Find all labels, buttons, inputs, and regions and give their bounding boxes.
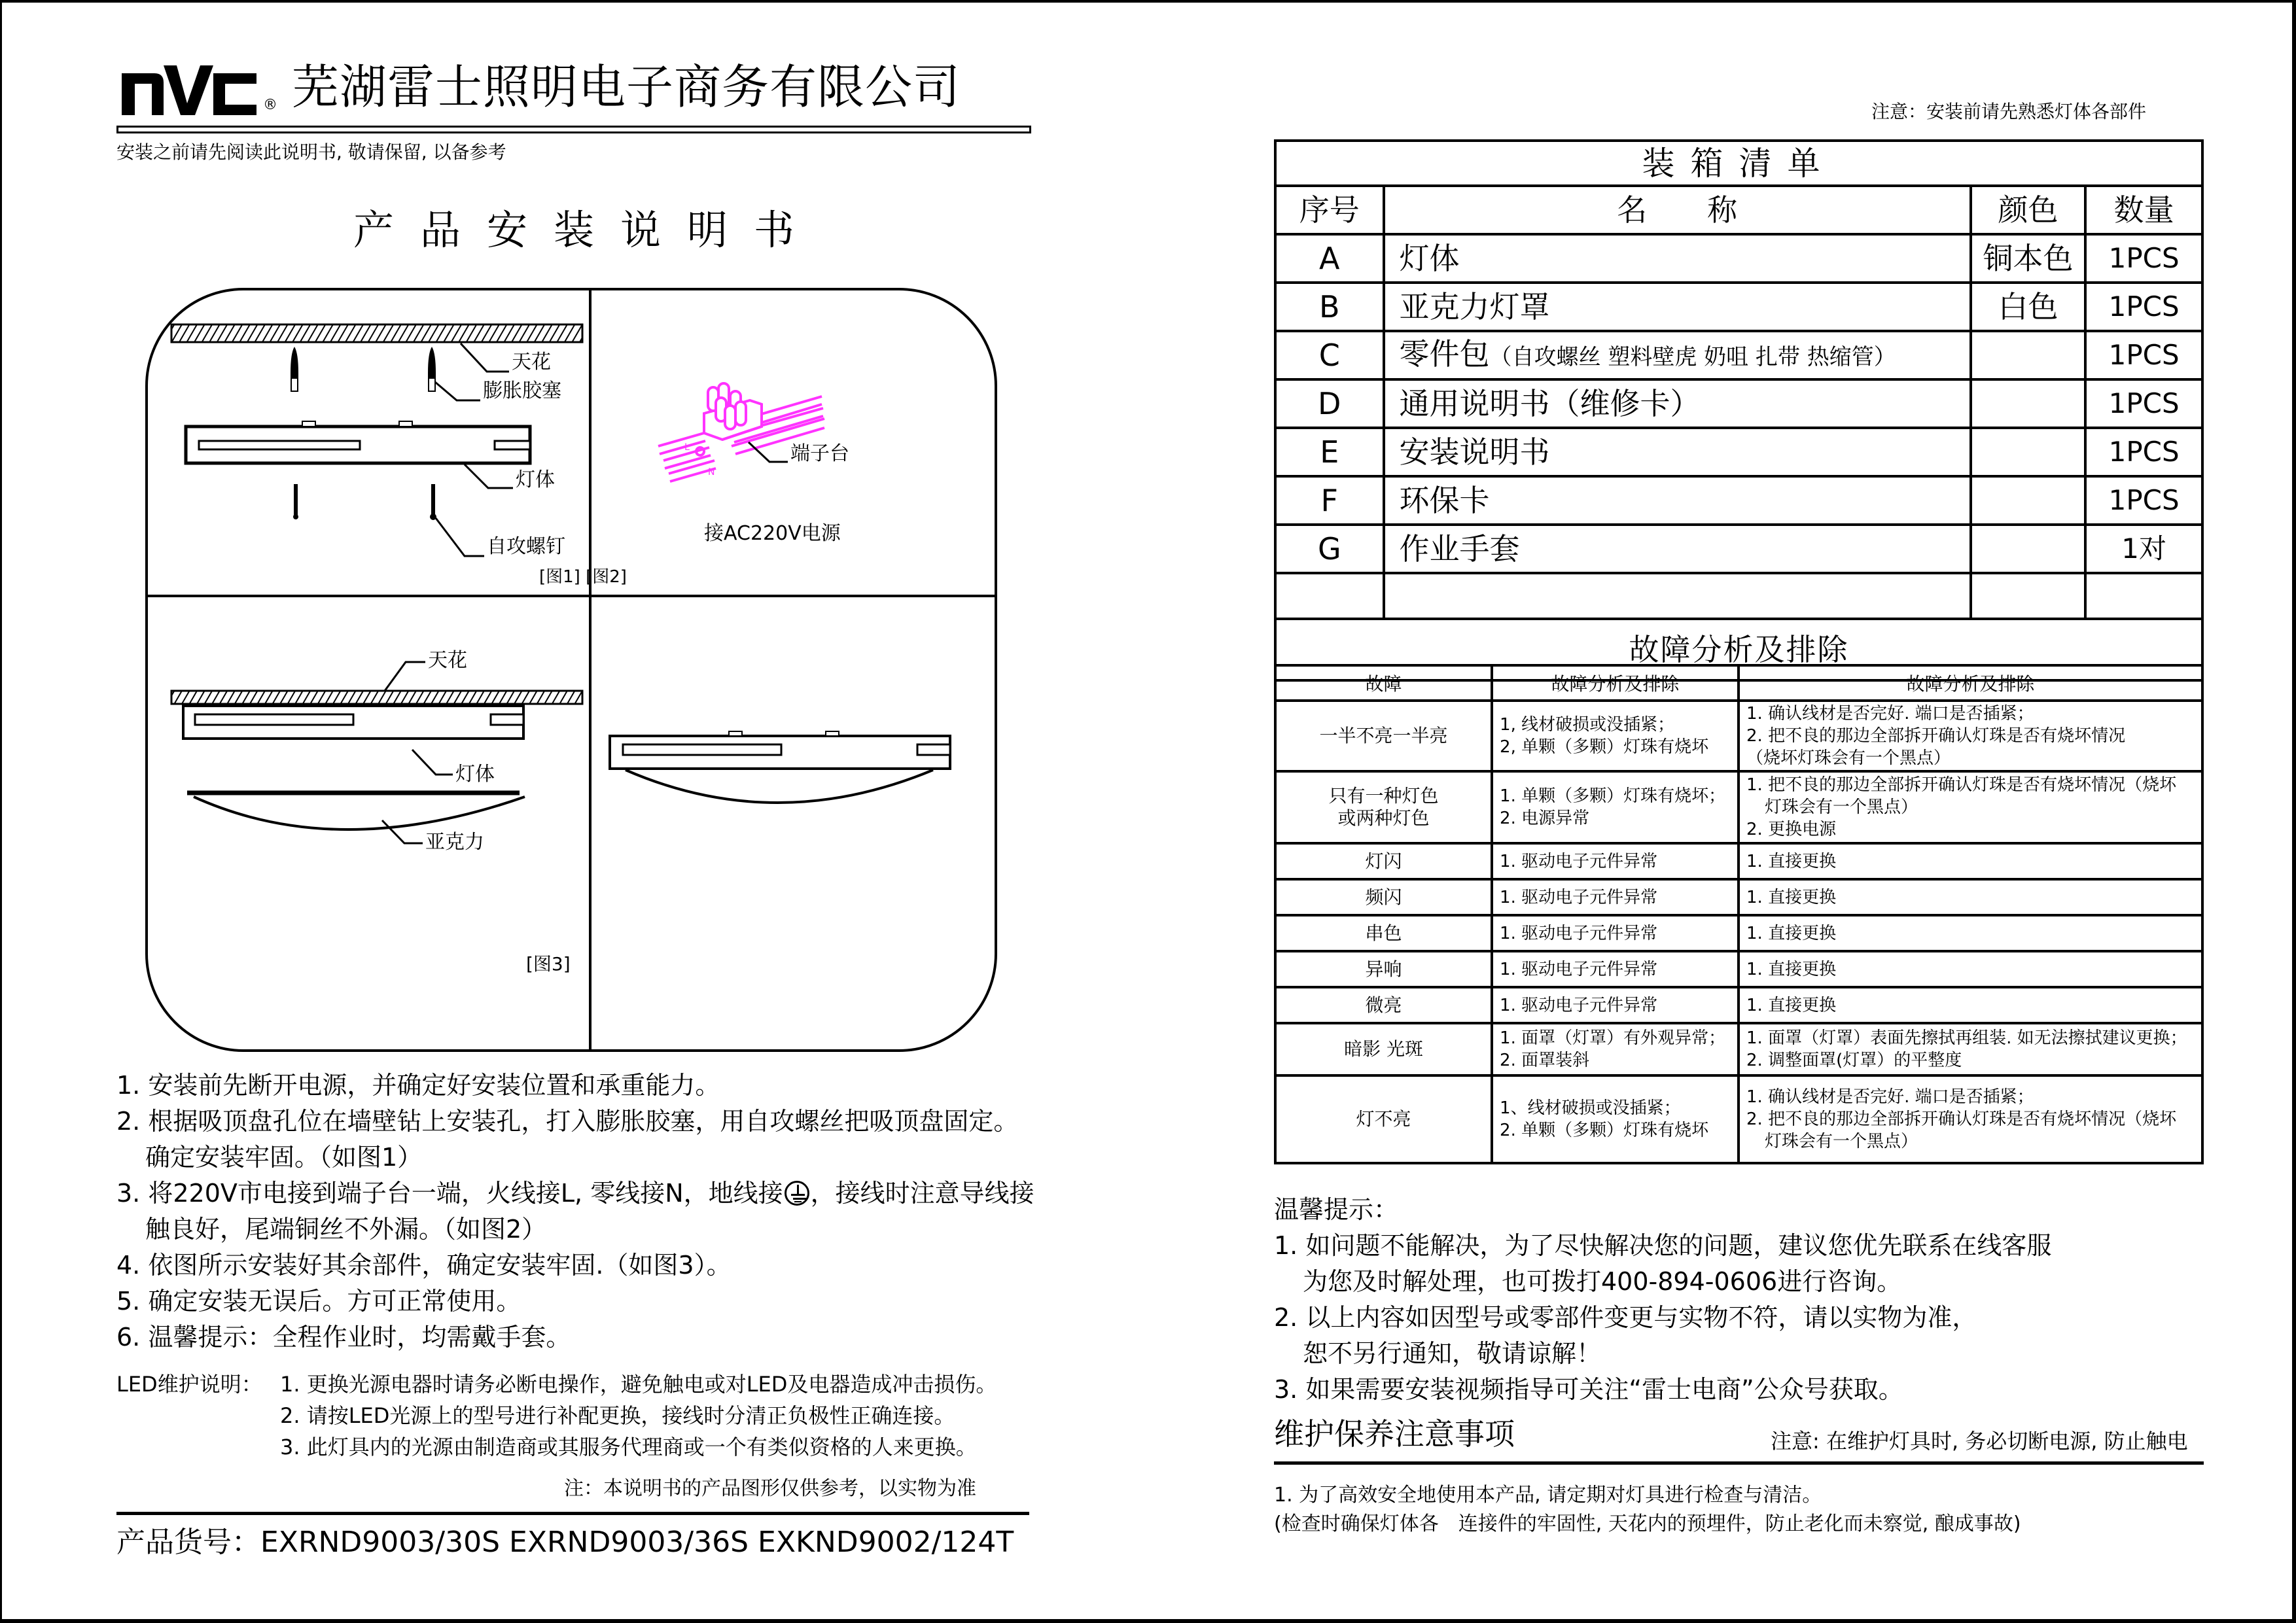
- model-numbers: 产品货号：EXRND9003/30S EXRND9003/36S EXKND9002/124T: [116, 1526, 1014, 1559]
- tip-1: 1. 如问题不能解决，为了尽快解决您的问题，建议您优先联系在线客服: [1274, 1231, 2052, 1260]
- row-no: G: [1275, 525, 1384, 573]
- row-name: 灯体: [1399, 241, 1460, 276]
- step-3-post: ，接线时注意导线接: [810, 1179, 1034, 1208]
- cause-line: 1、线材破损或没插紧；: [1500, 1098, 1681, 1118]
- fault-name: 暗影 光斑: [1275, 1023, 1492, 1075]
- fault-name: 异响: [1275, 951, 1492, 987]
- installation-diagrams: [145, 288, 997, 1052]
- company-name: 芜湖雷士照明电子商务有限公司: [292, 60, 961, 114]
- row-sub: （自攻螺丝 塑料壁虎 奶咀 扎带 热缩管）: [1489, 343, 1896, 370]
- maintenance-line-2: (检查时确保灯体各 连接件的牢固性, 天花内的预埋件，防止老化而未察觉, 酿成事故): [1274, 1512, 2021, 1535]
- row-qty: 1PCS: [2085, 331, 2202, 379]
- row-qty: 1PCS: [2085, 283, 2202, 331]
- registered-mark: ®: [263, 97, 277, 113]
- fix-line: 1. 直接更换: [1739, 951, 2202, 987]
- fix-header: 故障分析及排除: [1739, 665, 2202, 701]
- nvc-logo: [122, 64, 264, 116]
- step-2: 2. 根据吸顶盘孔位在墙壁钻上安装孔，打入膨胀胶塞，用自攻螺丝把吸顶盘固定。: [116, 1107, 1019, 1136]
- fault-header: 故障: [1275, 665, 1492, 701]
- fix-line: 1. 把不良的那边全部拆开确认灯珠是否有烧坏情况（烧坏: [1746, 775, 2177, 795]
- row-color: [1971, 525, 2086, 573]
- fig12-caption: [图1] [图2]: [539, 567, 627, 587]
- row-color: 铜本色: [1971, 234, 2086, 283]
- row-name: 作业手套: [1399, 531, 1520, 567]
- fix-line: 1. 确认线材是否完好. 端口是否插紧；: [1746, 1087, 2034, 1107]
- terminal-block-drawing: [658, 383, 824, 481]
- fault-name: 微亮: [1275, 987, 1492, 1023]
- fault-name: 只有一种灯色: [1328, 785, 1439, 807]
- led-label: LED维护说明：: [116, 1372, 262, 1397]
- row-qty: 1PCS: [2085, 476, 2202, 525]
- cause-line: 1, 线材破损或没插紧；: [1500, 715, 1675, 735]
- tip-2-cont: 恕不另行通知，敬请谅解！: [1303, 1339, 1602, 1368]
- fault-name: 串色: [1275, 915, 1492, 951]
- row-qty: 1PCS: [2085, 379, 2202, 428]
- row-name: 环保卡: [1399, 483, 1490, 518]
- fault-name: 灯不亮: [1275, 1075, 1492, 1163]
- table-row: [1275, 331, 2202, 379]
- fix-line: 2. 把不良的那边全部拆开确认灯珠是否有烧坏情况（烧坏: [1746, 1109, 2177, 1129]
- step-3: [116, 1176, 1034, 1212]
- led-item-2: 2. 请按LED光源上的型号进行补配更换，接线时分清正负极性正确连接。: [280, 1403, 955, 1428]
- label-acrylic: 亚克力: [425, 831, 484, 854]
- cause-line: 2. 电源异常: [1500, 809, 1590, 828]
- tip-2: 2. 以上内容如因型号或零部件变更与实物不符，请以实物为准，: [1274, 1303, 1977, 1332]
- packing-list-table: [1274, 139, 2204, 682]
- document-title: 产品安装说明书: [353, 206, 821, 254]
- row-no: F: [1275, 476, 1384, 525]
- table-row: [1275, 428, 2202, 476]
- row-name: 通用说明书（维修卡）: [1399, 386, 1701, 421]
- step-6: 6. 温馨提示：全程作业时，均需戴手套。: [116, 1323, 571, 1352]
- header-color: 颜色: [1971, 186, 2086, 234]
- step-4: 4. 依图所示安装好其余部件，确定安装牢固.（如图3）。: [116, 1251, 732, 1280]
- fig3-assembled-drawing: [610, 731, 950, 803]
- label-terminal: 端子台: [790, 442, 849, 465]
- table-row: [1275, 525, 2202, 573]
- label-anchor: 膨胀胶塞: [483, 379, 561, 402]
- fault-row: [1275, 915, 2202, 951]
- read-first-note: 安装之前请先阅读此说明书, 敬请保留, 以备参考: [116, 141, 506, 163]
- row-qty: 1对: [2085, 525, 2202, 573]
- fix-line: 1. 面罩（灯罩）表面先擦拭再组装. 如无法擦拭建议更换；: [1746, 1028, 2187, 1048]
- table-row: [1275, 476, 2202, 525]
- row-color: 白色: [1971, 283, 2086, 331]
- installation-steps: [116, 1068, 1034, 1355]
- fix-line: 1. 直接更换: [1739, 843, 2202, 879]
- terminal-mark-n: N: [708, 467, 715, 478]
- fault-row: [1275, 879, 2202, 915]
- cause-header: 故障分析及排除: [1492, 665, 1739, 701]
- fix-line: 2. 调整面罩(灯罩）的平整度: [1746, 1051, 1962, 1070]
- row-color: [1971, 428, 2086, 476]
- cause-line: 1. 驱动电子元件异常: [1492, 879, 1739, 915]
- fault-row: [1275, 771, 2202, 843]
- cause-line: 1. 驱动电子元件异常: [1492, 915, 1739, 951]
- table-row: [1275, 234, 2202, 283]
- row-color: [1971, 379, 2086, 428]
- step-2-cont: 确定安装牢固。（如图1）: [145, 1143, 423, 1172]
- fault-name: 一半不亮一半亮: [1275, 701, 1492, 771]
- step-1: 1. 安装前先断开电源，并确定好安装位置和承重能力。: [116, 1071, 720, 1100]
- label-ceiling: 天花: [512, 351, 551, 374]
- row-name: 零件包: [1399, 336, 1490, 372]
- troubleshooting-title: 故障分析及排除: [1275, 619, 2202, 680]
- footer-rule: [116, 1512, 1029, 1515]
- row-name: 安装说明书: [1399, 434, 1550, 470]
- table-row-empty: [1275, 573, 2202, 619]
- maintenance-title: 维护保养注意事项: [1274, 1416, 1515, 1452]
- cause-line: 1. 驱动电子元件异常: [1492, 843, 1739, 879]
- fix-line: 1. 确认线材是否完好. 端口是否插紧；: [1746, 704, 2034, 724]
- led-maintenance: [116, 1369, 997, 1463]
- cause-line: 1. 单颗（多颗）灯珠有烧坏；: [1500, 786, 1726, 806]
- fault-row: [1275, 951, 2202, 987]
- terminal-mark-l: L: [684, 442, 690, 453]
- label-fig3-ceiling: 天花: [428, 649, 467, 672]
- header-no: 序号: [1275, 186, 1384, 234]
- label-lamp-body: 灯体: [516, 468, 555, 491]
- fix-line: （烧坏灯珠会有一个黑点）: [1746, 748, 1951, 768]
- maintenance-line-1: 1. 为了高效安全地使用本产品, 请定期对灯具进行检查与清洁。: [1274, 1484, 1822, 1507]
- step-3-cont: 触良好，尾端铜丝不外漏。（如图2）: [145, 1215, 547, 1244]
- ground-symbol-icon: [785, 1181, 809, 1206]
- row-qty: 1PCS: [2085, 428, 2202, 476]
- row-no: E: [1275, 428, 1384, 476]
- fix-line: 灯珠会有一个黑点）: [1765, 1132, 1918, 1151]
- warm-tips: [1274, 1192, 2051, 1408]
- step-3-pre: 3. 将220V市电接到端子台一端，火线接L, 零线接N，地线接: [116, 1179, 783, 1208]
- row-no: B: [1275, 283, 1384, 331]
- fig3-caption: [图3]: [526, 953, 571, 975]
- fault-row: [1275, 843, 2202, 879]
- fault-name: 灯闪: [1275, 843, 1492, 879]
- cause-line: 1. 面罩（灯罩）有外观异常；: [1500, 1028, 1726, 1048]
- row-color: [1971, 476, 2086, 525]
- cause-line: 1. 驱动电子元件异常: [1492, 951, 1739, 987]
- fix-line: 灯珠会有一个黑点）: [1765, 797, 1918, 817]
- cause-line: 2. 单颗（多颗）灯珠有烧坏: [1500, 1121, 1709, 1140]
- label-power: 接AC220V电源: [704, 522, 841, 545]
- row-no: A: [1275, 234, 1384, 283]
- fault-row: [1275, 1075, 2202, 1163]
- tips-title: 温馨提示：: [1274, 1195, 1399, 1224]
- cause-line: 2, 单颗（多颗）灯珠有烧坏: [1500, 737, 1709, 757]
- header-name: 名 称: [1384, 186, 1971, 234]
- row-qty: 1PCS: [2085, 234, 2202, 283]
- row-color: [1971, 331, 2086, 379]
- packing-list-title: 装箱清单: [1275, 141, 2202, 186]
- header-rule: [116, 126, 1031, 133]
- fix-line: 2. 更换电源: [1746, 820, 1837, 839]
- maintenance-note: 注意: 在维护灯具时, 务必切断电源, 防止触电: [1771, 1429, 2188, 1454]
- label-screw: 自攻螺钉: [487, 535, 565, 558]
- figure-note: 注：本说明书的产品图形仅供参考，以实物为准: [564, 1477, 976, 1500]
- step-5: 5. 确定安装无误后。方可正常使用。: [116, 1287, 521, 1316]
- led-item-3: 3. 此灯具内的光源由制造商或其服务代理商或一个有类似资格的人来更换。: [280, 1435, 977, 1459]
- fig3-exploded-drawing: [171, 662, 582, 843]
- maintenance-body: [1274, 1481, 2021, 1539]
- maintenance-rule: [1274, 1461, 2204, 1465]
- row-no: D: [1275, 379, 1384, 428]
- table-row: [1275, 379, 2202, 428]
- label-fig3-body: 灯体: [455, 763, 495, 786]
- diagram-drawing: [148, 290, 997, 1052]
- cause-line: 2. 面罩装斜: [1500, 1051, 1590, 1070]
- fix-line: 1. 直接更换: [1739, 915, 2202, 951]
- fault-name: 频闪: [1275, 879, 1492, 915]
- troubleshooting-table: [1274, 664, 2204, 1164]
- table-row: [1275, 283, 2202, 331]
- fix-line: 2. 把不良的那边全部拆开确认灯珠是否有烧坏情况: [1746, 726, 2126, 746]
- tip-3: 3. 如果需要安装视频指导可关注“雷士电商”公众号获取。: [1274, 1375, 1903, 1404]
- fix-line: 1. 直接更换: [1739, 879, 2202, 915]
- led-item-1: 1. 更换光源电器时请务必断电操作，避免触电或对LED及电器造成冲击损伤。: [280, 1372, 997, 1397]
- right-note: 注意：安装前请先熟悉灯体各部件: [1871, 101, 2147, 122]
- fault-row: [1275, 701, 2202, 771]
- tip-1-cont: 为您及时解处理，也可拨打400-894-0606进行咨询。: [1303, 1267, 1902, 1296]
- fault-row: [1275, 987, 2202, 1023]
- fix-line: 1. 直接更换: [1739, 987, 2202, 1023]
- row-name: 亚克力灯罩: [1399, 289, 1550, 324]
- row-no: C: [1275, 331, 1384, 379]
- cause-line: 1. 驱动电子元件异常: [1492, 987, 1739, 1023]
- fault-row: [1275, 1023, 2202, 1075]
- header-qty: 数量: [2085, 186, 2202, 234]
- fault-name-cont: 或两种灯色: [1337, 807, 1430, 829]
